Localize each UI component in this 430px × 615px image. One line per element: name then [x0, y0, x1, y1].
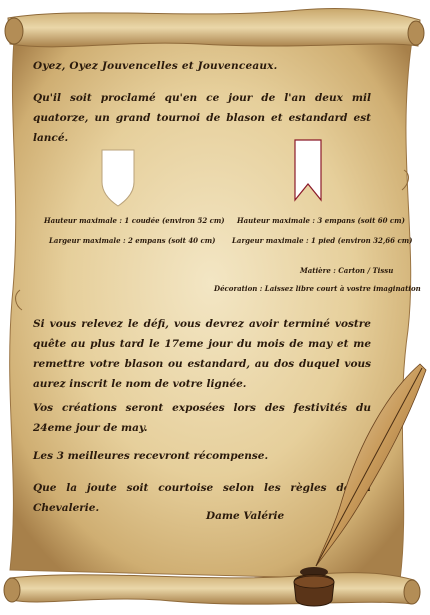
shield-icon [100, 148, 136, 208]
exhibition-paragraph: Vos créations seront exposées lors des festivités du 24eme jour de may. [33, 402, 371, 434]
banner-width: Largeur maximale : 1 pied (environ 32,66 cm) [232, 236, 413, 245]
decoration-line: Décoration : Laissez libre court à vostre imagination [214, 284, 421, 293]
inkwell-icon [294, 567, 334, 606]
proclamation-paragraph: Qu'il soit proclamé qu'en ce jour de l'an deux mil quatorze, un grand tournoi de blason et estandard est lancé. [33, 92, 371, 144]
material-line: Matière : Carton / Tissu [300, 266, 394, 275]
banner-height: Hauteur maximale : 3 empans (soit 60 cm) [237, 216, 405, 225]
shield-height: Hauteur maximale : 1 coudée (environ 52 cm) [44, 216, 225, 225]
reward-paragraph: Les 3 meilleures recevront récompense. [33, 450, 269, 462]
shield-width: Largeur maximale : 2 empans (soit 40 cm) [49, 236, 216, 245]
challenge-paragraph: Si vous relevez le défi, vous devrez avoir terminé vostre quête au plus tard le 17eme jour du mois de may et me remettre votre blason ou estandard, au dos duquel vous aurez inscrit le nom de votre lignée. [33, 318, 371, 390]
quill-icon [290, 360, 430, 610]
greeting: Oyez, Oyez Jouvencelles et Jouvenceaux. [33, 60, 278, 72]
signature: Dame Valérie [206, 510, 285, 522]
joust-paragraph: Que la joute soit courtoise selon les règles de la Chevalerie. [33, 482, 371, 514]
banner-icon [293, 138, 323, 202]
